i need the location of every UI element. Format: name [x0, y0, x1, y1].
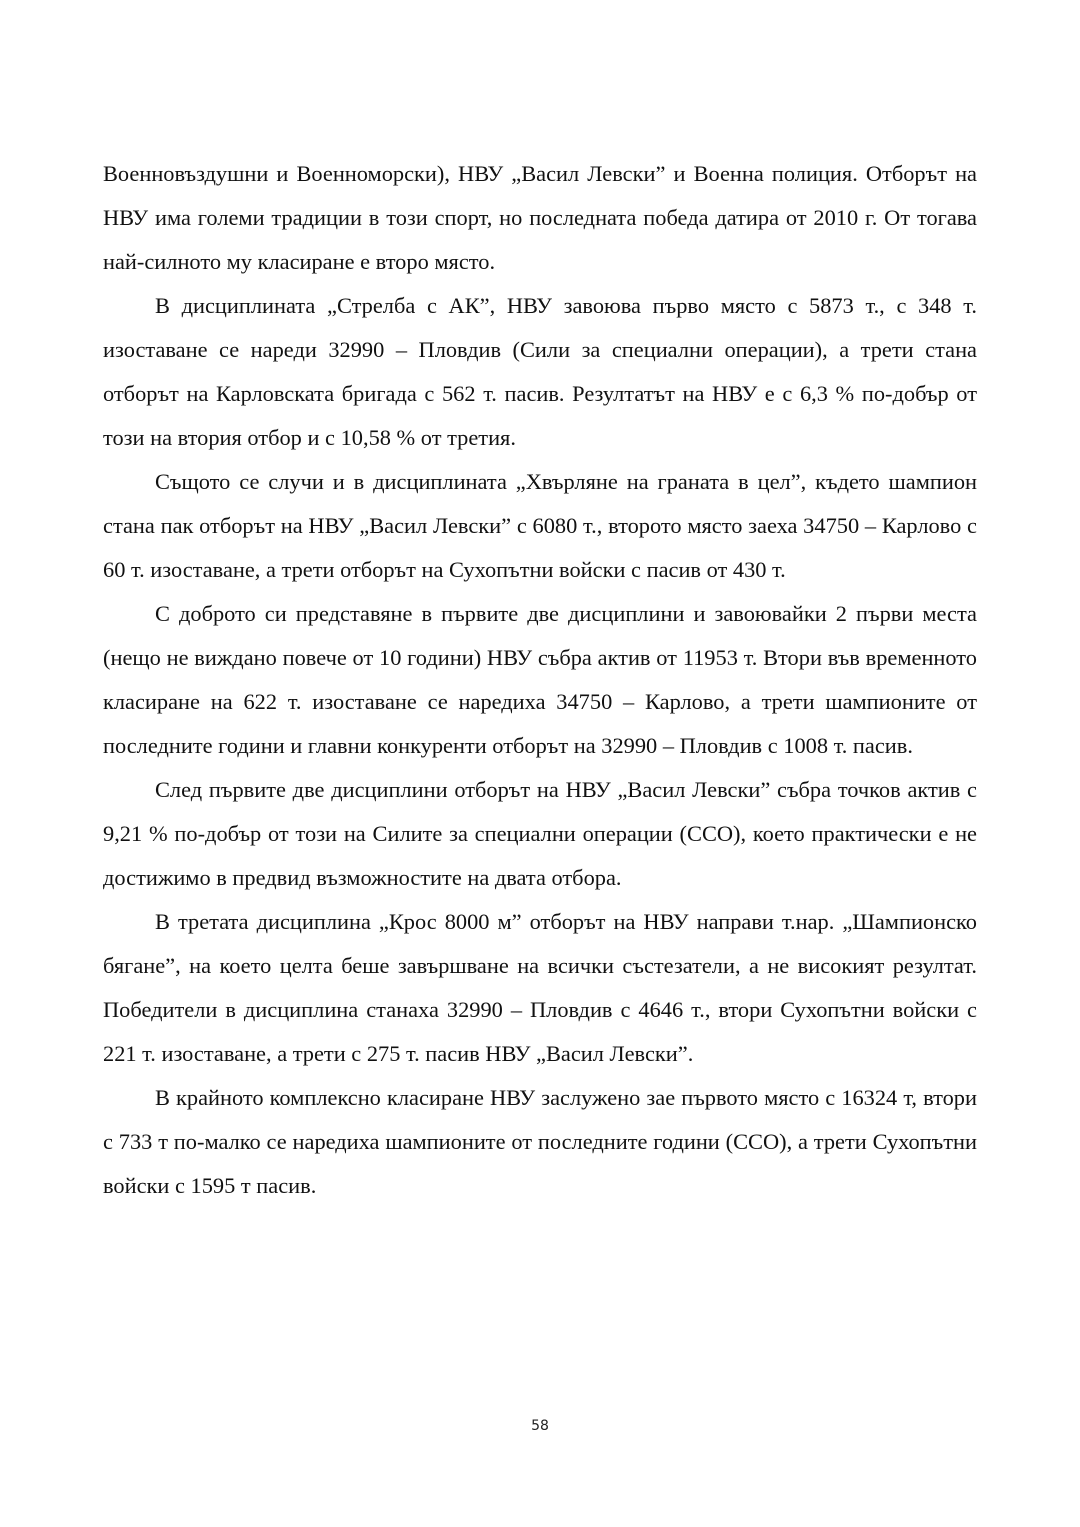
document-body [103, 152, 977, 1208]
paragraph-shooting-discipline: В дисциплината „Стрелба с АК”, НВУ завоюва първо място с 5873 т., с 348 т. изоставане се нареди 32990 – Пловдив (Сили за специални операции), а трети стана отборът на Карловската бригада с 562 т. пасив. Резултатът на НВУ е с 6,3 % по-добър от този на втория отбор и с 10,58 % от третия. [103, 293, 977, 450]
paragraph-final-standings: В крайното комплексно класиране НВУ заслужено зае първото място с 16324 т, втори с 733 т по-малко се наредиха шампионите от последните години (ССО), а трети Сухопътни войски с 1595 т пасив. [103, 1085, 977, 1198]
paragraph-points-advantage: След първите две дисциплини отборът на НВУ „Васил Левски” събра точков актив с 9,21 % по-добър от този на Силите за специални операции (ССО), което практически е не достижимо в предвид възможностите на двата отбора. [103, 777, 977, 890]
page-number: 58 [531, 1418, 549, 1434]
paragraph-grenade-discipline: Същото се случи и в дисциплината „Хвърляне на граната в цел”, където шампион стана пак отборът на НВУ „Васил Левски” с 6080 т., второто място заеха 34750 – Карлово с 60 т. изоставане, а трети отборът на Сухопътни войски с пасив от 430 т. [103, 469, 977, 582]
paragraph-cross-country-discipline: В третата дисциплина „Крос 8000 м” отборът на НВУ направи т.нар. „Шампионско бягане”, на което целта беше завършване на всички състезатели, а не високият резултат. Победители в дисциплина станаха 32990 – Пловдив с 4646 т., втори Сухопътни войски с 221 т. изоставане, а трети с 275 т. пасив НВУ „Васил Левски”. [103, 909, 977, 1066]
paragraph-interim-standings: С доброто си представяне в първите две дисциплини и завоювайки 2 първи места (нещо не виждано повече от 10 години) НВУ събра актив от 11953 т. Втори във временното класиране на 622 т. изоставане се наредиха 34750 – Карлово, а трети шампионите от последните години и главни конкуренти отборът на 32990 – Пловдив с 1008 т. пасив. [103, 601, 977, 758]
paragraph-continuation: Военновъздушни и Военноморски), НВУ „Васил Левски” и Военна полиция. Отборът на НВУ има големи традиции в този спорт, но последната победа датира от 2010 г. От тогава най-силното му класиране е второ място. [103, 161, 977, 274]
